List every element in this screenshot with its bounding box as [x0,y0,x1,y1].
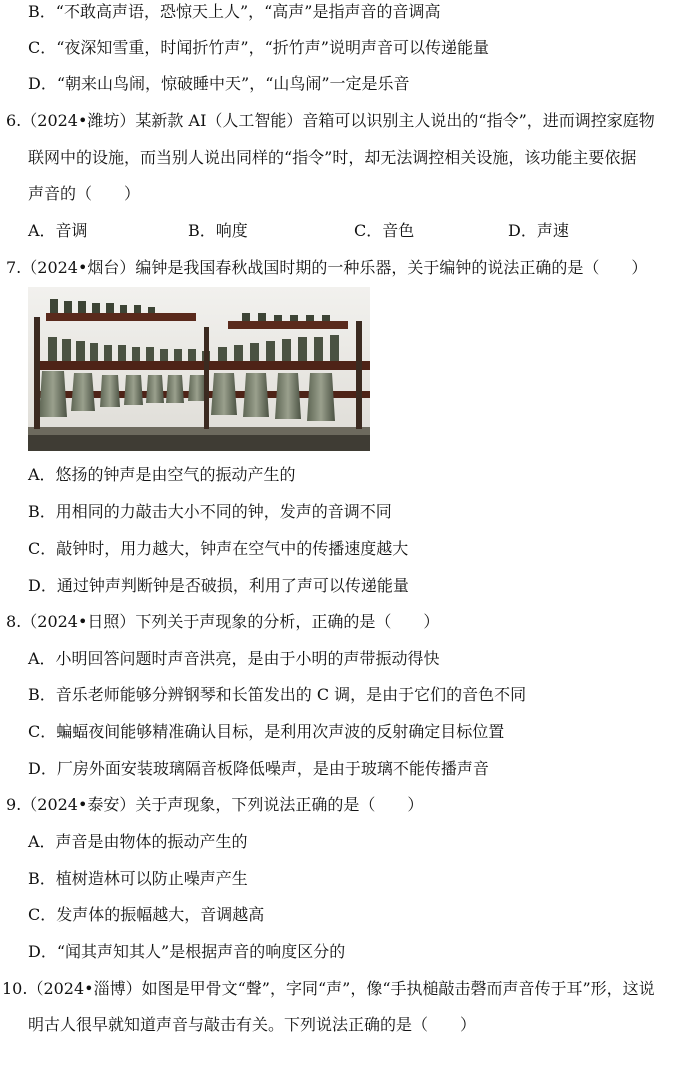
bianzhong-illustration [28,287,370,451]
q8-option-d: D．厂房外面安装玻璃隔音板降低噪声，是由于玻璃不能传播声音 [28,759,489,778]
q7-option-a: A．悠扬的钟声是由空气的振动产生的 [28,465,296,484]
q9-option-c: C．发声体的振幅越大，音调越高 [28,905,265,924]
q8-option-c: C．蝙蝠夜间能够精准确认目标，是利用次声波的反射确定目标位置 [28,722,505,741]
q6-stem-line-3: 声音的（ ） [28,184,141,203]
q8-option-b: B．音乐老师能够分辨钢琴和长笛发出的 C 调，是由于它们的音色不同 [28,685,527,704]
q9-option-b: B．植树造林可以防止噪声产生 [28,869,248,888]
q6-option-b: B．响度 [188,221,248,240]
q10-stem-line-1: 10.（2024•淄博）如图是甲骨文“聲”，字同“声”，像“手执槌敲击磬而声音传于耳”形，这说 [2,979,655,998]
q9-option-d: D．“闻其声知其人”是根据声音的响度区分的 [28,942,346,961]
q5-option-d: D．“朝来山鸟闹，惊破睡中天”，“山鸟闹”一定是乐音 [28,74,410,93]
q6-stem-line-1: 6.（2024•潍坊）某新款 AI（人工智能）音箱可以识别主人说出的“指令”，进而调控家庭物 [6,111,655,130]
q5-option-b: B．“不敢高声语，恐惊天上人”，“高声”是指声音的音调高 [28,2,441,21]
q5-option-c: C．“夜深知雪重，时闻折竹声”，“折竹声”说明声音可以传递能量 [28,38,489,57]
q6-option-c: C．音色 [354,221,415,240]
q6-option-d: D．声速 [508,221,569,240]
q8-option-a: A．小明回答问题时声音洪亮，是由于小明的声带振动得快 [28,649,440,668]
q7-option-c: C．敲钟时，用力越大，钟声在空气中的传播速度越大 [28,539,409,558]
q7-option-d: D．通过钟声判断钟是否破损，利用了声可以传递能量 [28,576,409,595]
q6-stem-line-2: 联网中的设施，而当别人说出同样的“指令”时，却无法调控相关设施，该功能主要依据 [28,148,637,167]
q7-stem: 7.（2024•烟台）编钟是我国春秋战国时期的一种乐器，关于编钟的说法正确的是（ ） [6,258,648,277]
q8-stem: 8.（2024•日照）下列关于声现象的分析，正确的是（ ） [6,612,440,631]
q9-option-a: A．声音是由物体的振动产生的 [28,832,248,851]
q10-stem-line-2: 明古人很早就知道声音与敲击有关。下列说法正确的是（ ） [28,1015,477,1034]
q7-option-b: B．用相同的力敲击大小不同的钟，发声的音调不同 [28,502,392,521]
q6-option-a: A．音调 [28,221,88,240]
bianzhong-image [28,287,370,451]
q9-stem: 9.（2024•泰安）关于声现象，下列说法正确的是（ ） [6,795,424,814]
